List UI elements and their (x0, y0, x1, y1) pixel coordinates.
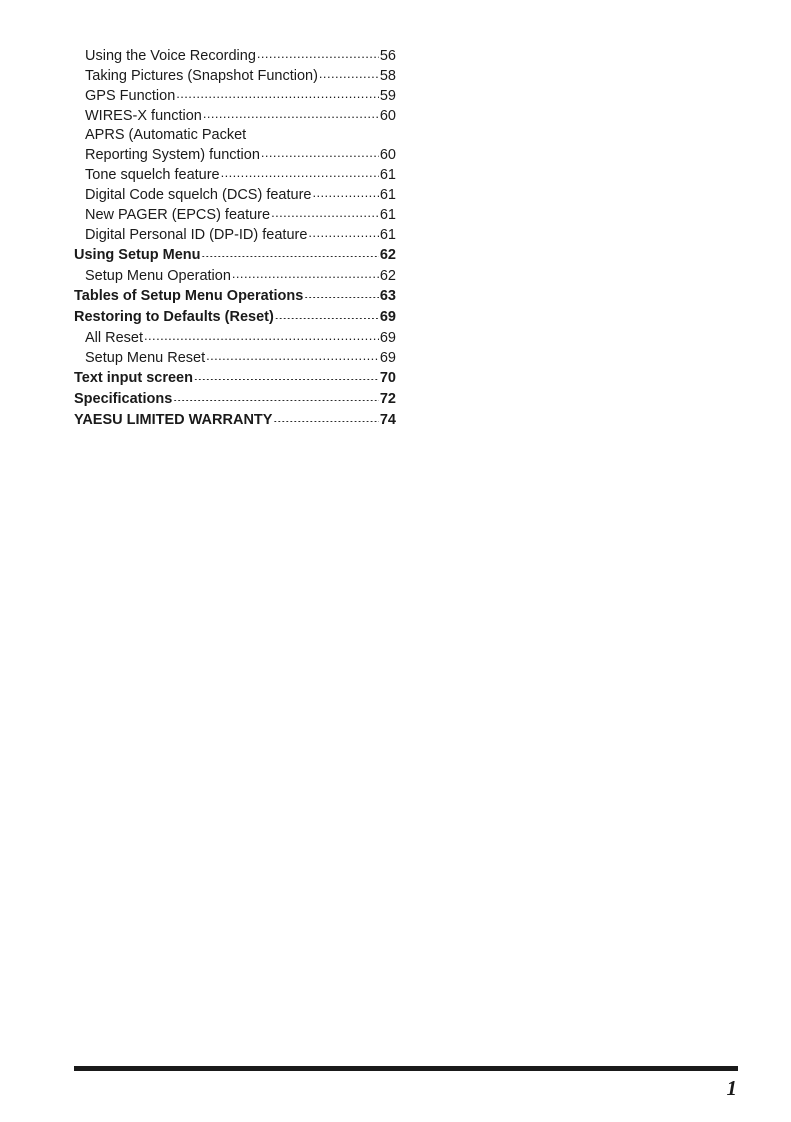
toc-entry-label: Using the Voice Recording (85, 48, 256, 64)
toc-entry-page: 69 (379, 350, 396, 366)
toc-entry[interactable] (74, 66, 396, 86)
page-number: 1 (726, 1076, 737, 1100)
dot-leader (144, 326, 379, 340)
toc-entry-page: 70 (379, 370, 396, 386)
dot-leader (176, 84, 379, 98)
table-of-contents (74, 46, 396, 431)
toc-section-entry[interactable] (74, 368, 396, 389)
toc-entry-label: Text input screen (74, 370, 193, 386)
toc-entry-page: 69 (379, 309, 396, 325)
dot-leader (308, 223, 378, 237)
toc-entry[interactable] (74, 205, 396, 225)
dot-leader (319, 64, 379, 78)
toc-entry-label: WIRES-X function (85, 108, 202, 124)
dot-leader (257, 44, 379, 58)
dot-leader (194, 366, 379, 380)
dot-leader (203, 104, 379, 118)
toc-entry-page: 72 (379, 391, 396, 407)
toc-entry-label: All Reset (85, 330, 144, 346)
toc-entry[interactable] (74, 348, 396, 368)
toc-section-entry[interactable] (74, 410, 396, 431)
toc-entry[interactable] (74, 266, 396, 286)
toc-section-entry[interactable] (74, 307, 396, 328)
toc-entry-page: 62 (379, 268, 396, 284)
toc-entry[interactable] (74, 328, 396, 348)
toc-entry[interactable] (74, 185, 396, 205)
toc-entry-label-line1: APRS (Automatic Packet (85, 127, 247, 143)
dot-leader (221, 163, 379, 177)
toc-section-entry[interactable] (74, 389, 396, 410)
toc-entry-label: Restoring to Defaults (Reset) (74, 309, 274, 325)
toc-entry-page: 56 (379, 48, 396, 64)
dot-leader (173, 387, 379, 401)
toc-entry-page: 61 (379, 187, 396, 203)
toc-entry[interactable] (74, 225, 396, 245)
toc-entry-label: GPS Function (85, 88, 176, 104)
toc-entry-page: 62 (379, 247, 396, 263)
toc-section-entry[interactable] (74, 245, 396, 266)
dot-leader (304, 284, 379, 298)
dot-leader (201, 243, 378, 257)
dot-leader (273, 408, 378, 422)
toc-entry-page: 61 (379, 167, 396, 183)
toc-entry-page: 63 (379, 288, 396, 304)
toc-entry-page: 60 (379, 108, 396, 124)
toc-entry[interactable] (74, 46, 396, 66)
toc-entry-label: Using Setup Menu (74, 247, 201, 263)
toc-entry-label: Tables of Setup Menu Operations (74, 288, 304, 304)
dot-leader (271, 203, 379, 217)
dot-leader (232, 264, 379, 278)
toc-entry-label: Digital Code squelch (DCS) feature (85, 187, 312, 203)
toc-section-entry[interactable] (74, 286, 396, 307)
toc-entry-label: Setup Menu Reset (85, 350, 206, 366)
toc-entry-label: Digital Personal ID (DP-ID) feature (85, 227, 308, 243)
toc-entry-label: Taking Pictures (Snapshot Function) (85, 68, 318, 84)
toc-entry-page: 61 (379, 227, 396, 243)
toc-entry-page: 61 (379, 207, 396, 223)
toc-entry-label: Tone squelch feature (85, 167, 220, 183)
toc-entry-label: New PAGER (EPCS) feature (85, 207, 271, 223)
toc-entry-page: 69 (379, 330, 396, 346)
footer-rule (74, 1066, 738, 1071)
toc-entry-label: Specifications (74, 391, 173, 407)
toc-entry[interactable] (74, 86, 396, 106)
toc-entry-page: 74 (379, 412, 396, 428)
toc-entry-label: Reporting System) function (85, 147, 260, 163)
dot-leader (206, 346, 379, 360)
toc-entry[interactable] (74, 145, 396, 165)
toc-entry-page: 59 (379, 88, 396, 104)
dot-leader (312, 183, 378, 197)
toc-entry-label: YAESU LIMITED WARRANTY (74, 412, 273, 428)
toc-entry[interactable] (74, 106, 396, 126)
toc-entry[interactable] (74, 165, 396, 185)
dot-leader (261, 143, 379, 157)
dot-leader (275, 305, 379, 319)
toc-entry-page: 60 (379, 147, 396, 163)
toc-entry-label: Setup Menu Operation (85, 268, 231, 284)
toc-entry-page: 58 (379, 68, 396, 84)
